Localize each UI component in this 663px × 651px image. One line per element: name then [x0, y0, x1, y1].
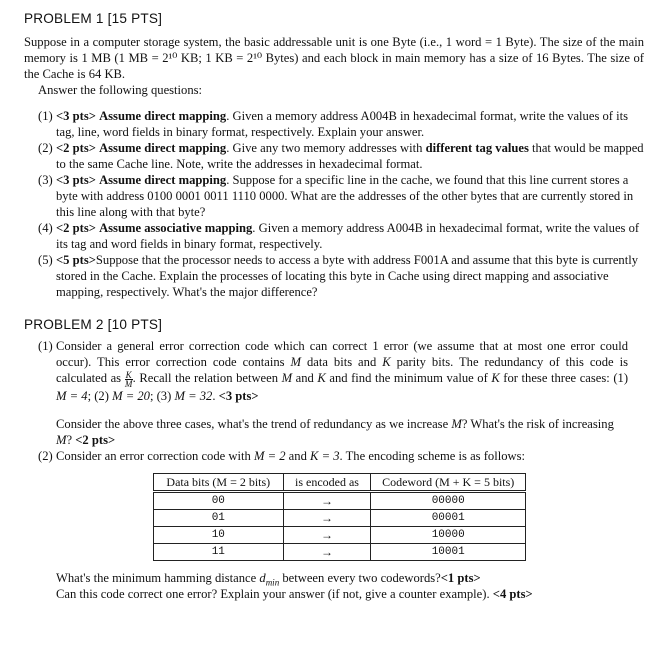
table-row	[154, 544, 526, 561]
p1-q1-points: <3 pts>	[56, 109, 96, 123]
data-cell: 11	[154, 544, 284, 561]
p2-q1-text-f: and find the minimum value of	[325, 371, 492, 385]
p2-q1-number: (1)	[38, 339, 53, 353]
p2-q1-points: <3 pts>	[218, 388, 259, 403]
p2-trend-text-a: Consider the above three cases, what's the trend of redundancy as we increase	[56, 417, 452, 431]
p2-q1-text-c: parity bits. The redundancy of this code is calculated as	[56, 355, 628, 385]
p1-q2-number: (2)	[38, 141, 53, 155]
hamming-text-b: between every two codewords?	[279, 571, 441, 585]
p2-q1-var-k: K	[382, 355, 391, 369]
p2-q2-number: (2)	[38, 449, 53, 463]
table-header-row	[154, 474, 526, 492]
correct-points: <4 pts>	[492, 587, 533, 601]
p1-q1-text: . Given a memory address A004B in hexadecimal format, write the values of its tag, line, word fields in binary format, respectively. Explain your answer.	[56, 109, 629, 139]
problem-1-lead: Answer the following questions:	[38, 83, 203, 97]
hamming-text-a: What's the minimum hamming distance	[56, 571, 260, 585]
p2-q1-text-e: and	[292, 371, 318, 385]
p1-q3-text: . Suppose for a specific line in the cache, we found that this line current stores a byte with address 0100 0001 0011 1110 0000. What are the addresses of the other bytes that are currently stored in this line along with that byte?	[56, 173, 634, 219]
p1-q4-text: . Given a memory address A004B in hexadecimal format, write the values of its tag and word fields in binary format, respectively.	[56, 221, 640, 251]
p2-q2-k-value: K = 3	[310, 449, 340, 463]
correct-text: Can this code correct one error? Explain your answer (if not, give a counter example).	[56, 587, 493, 601]
header-data-bits: Data bits (M = 2 bits)	[154, 474, 284, 492]
codeword-cell: 10000	[371, 527, 526, 544]
p1-q4-number: (4)	[38, 221, 53, 235]
p1-q2-assumption: Assume direct mapping	[99, 141, 227, 155]
p2-q1-sep-2: ; (3)	[149, 388, 175, 403]
p2-q1-case-1: M = 4	[56, 388, 88, 403]
p1-q2-emphasis: different tag values	[425, 141, 529, 155]
fraction-numerator: K	[125, 369, 132, 380]
p1-q5-number: (5)	[38, 253, 53, 267]
p1-q5-points: <5 pts>	[56, 253, 96, 267]
p1-q3-number: (3)	[38, 173, 53, 187]
p2-q1-text-b: data bits and	[301, 355, 383, 369]
p2-trend-points: <2 pts>	[75, 433, 116, 447]
p1-q5-text: Suppose that the processor needs to access a byte with address F001A and assume that this byte is currently stored in the Cache. Explain the processes of locating this byte in Cache using direct mapping and associative mapping, respectively. What's the major difference?	[56, 253, 639, 299]
codeword-cell: 00001	[371, 510, 526, 527]
p2-trend-text-c: ?	[66, 433, 76, 447]
hamming-subscript: min	[265, 577, 280, 588]
data-cell: 01	[154, 510, 284, 527]
fraction-denominator: M	[124, 378, 133, 389]
p1-question-2	[38, 140, 644, 172]
hamming-points: <1 pts>	[440, 571, 481, 585]
problem-1-title: PROBLEM 1 [15 PTS]	[24, 11, 163, 26]
arrow-cell: →	[283, 544, 371, 561]
p2-q1-sep-1: ; (2)	[87, 388, 113, 403]
p1-q3-assumption: Assume direct mapping	[99, 173, 227, 187]
p2-trend-var-m2: M	[56, 433, 67, 447]
p2-q1-sep-3: .	[212, 388, 219, 403]
p1-question-3	[38, 172, 644, 220]
arrow-cell: →	[283, 492, 371, 510]
p2-q2-rest: . The encoding scheme is as follows:	[339, 449, 526, 463]
p2-correct-question	[56, 586, 636, 602]
codeword-cell: 00000	[371, 492, 526, 510]
p1-q4-points: <2 pts>	[56, 221, 96, 235]
header-codeword: Codeword (M + K = 5 bits)	[371, 474, 526, 492]
header-encoded-as: is encoded as	[283, 474, 371, 492]
table-row	[154, 527, 526, 544]
p2-q2-and: and	[285, 449, 311, 463]
problem-2-title: PROBLEM 2 [10 PTS]	[24, 317, 163, 332]
data-cell: 00	[154, 492, 284, 510]
arrow-cell: →	[283, 510, 371, 527]
p2-q1-var-m2: M	[281, 371, 293, 385]
p2-q1-case-2: M = 20	[112, 388, 150, 403]
p1-question-1	[38, 108, 644, 140]
p2-q1-text-d: . Recall the relation between	[132, 371, 282, 385]
hamming-var-d: d	[259, 571, 266, 585]
p2-trend-question	[56, 416, 628, 448]
encoding-table	[153, 473, 526, 561]
p1-question-5	[38, 252, 644, 300]
p2-trend-var-m: M	[451, 417, 462, 431]
problem-1-intro: Suppose in a computer storage system, the basic addressable unit is one Byte (i.e., 1 word = 1 Byte). The size of the main memory is 1 MB (1 MB = 2¹⁰ KB; 1 KB = 2¹⁰ Bytes) and each block in main memory has a size of 16 Bytes. The size of the Cache is 64 KB.	[24, 35, 644, 81]
p1-q1-number: (1)	[38, 109, 53, 123]
table-row	[154, 492, 526, 510]
p1-question-4	[38, 220, 644, 252]
p2-q1-text-g: for these three cases: (1)	[499, 371, 629, 385]
p1-q2-text-a: . Give any two memory addresses with	[226, 141, 426, 155]
p2-q2-text: Consider an error correction code with	[56, 449, 254, 463]
data-cell: 10	[154, 527, 284, 544]
codeword-cell: 10001	[371, 544, 526, 561]
p2-q2-m-value: M = 2	[253, 449, 286, 463]
p2-question-1	[38, 338, 628, 404]
p2-q1-var-m: M	[290, 355, 301, 369]
p2-trend-text-b: ? What's the risk of increasing	[461, 417, 614, 431]
p2-q1-var-k2: K	[317, 371, 326, 385]
p1-q3-points: <3 pts>	[56, 173, 96, 187]
p2-q1-var-k3: K	[491, 371, 500, 385]
p2-q1-text-a: Consider a general error correction code which can correct 1 error (we assume that at most one error could occur). This error correction code contains	[56, 339, 628, 369]
p2-question-2	[38, 448, 628, 464]
p2-q1-case-3: M = 32	[174, 388, 213, 403]
encoding-table-grid	[153, 473, 526, 561]
p1-q4-assumption: Assume associative mapping	[99, 221, 253, 235]
redundancy-fraction	[125, 371, 133, 388]
p1-q1-assumption: Assume direct mapping	[99, 109, 227, 123]
p1-q2-points: <2 pts>	[56, 141, 96, 155]
p1-q2-text-b: that would be mapped to the same Cache line. Note, write the addresses in hexadecimal format.	[56, 141, 644, 171]
arrow-cell: →	[283, 527, 371, 544]
table-row	[154, 510, 526, 527]
